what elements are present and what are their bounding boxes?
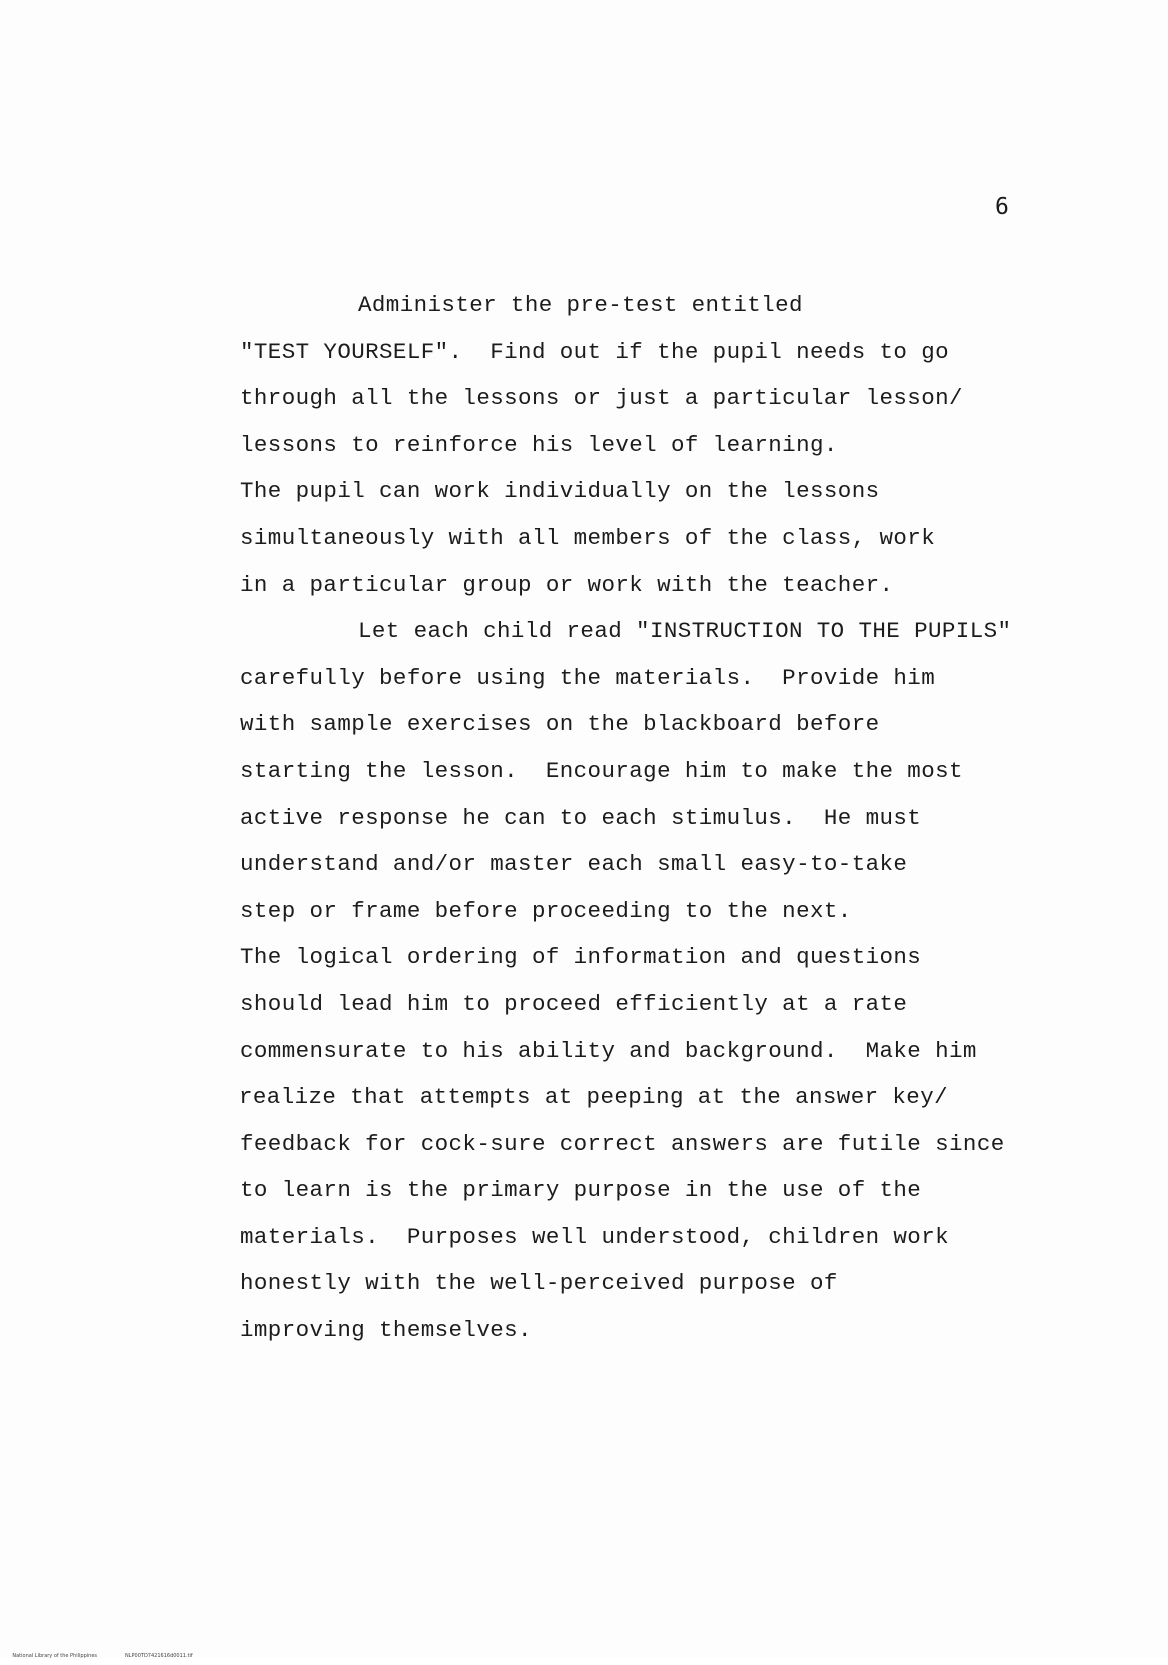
text-line: improving themselves.: [240, 1317, 532, 1344]
text-line: realize that attempts at peeping at the answer key/: [239, 1084, 949, 1111]
text-line: lessons to reinforce his level of learning.: [240, 431, 838, 458]
text-line: Let each child read "INSTRUCTION TO THE PUPILS": [358, 618, 1012, 645]
text-line: carefully before using the materials. Provide him: [240, 664, 936, 691]
text-line: to learn is the primary purpose in the use of the: [240, 1177, 922, 1204]
body-text: [240, 282, 1060, 1354]
scan-footer: [6, 1647, 221, 1665]
page-number: 6: [995, 194, 1009, 220]
text-line: through all the lessons or just a particular lesson/: [240, 385, 963, 412]
text-line: The logical ordering of information and questions: [240, 944, 922, 971]
text-line: feedback for cock-sure correct answers are futile since: [240, 1130, 1005, 1157]
footer-library: National Library of the Philippines: [12, 1653, 97, 1659]
text-line: "TEST YOURSELF". Find out if the pupil needs to go: [240, 338, 950, 365]
text-line: with sample exercises on the blackboard before: [240, 711, 880, 738]
text-line: Administer the pre-test entitled: [358, 292, 803, 318]
text-line: should lead him to proceed efficiently at a rate: [240, 990, 908, 1017]
text-line: step or frame before proceeding to the next.: [240, 897, 852, 924]
text-line: honestly with the well-perceived purpose of: [240, 1270, 838, 1297]
text-line: understand and/or master each small easy-to-take: [240, 851, 908, 878]
text-line: simultaneously with all members of the class, work: [240, 524, 936, 551]
text-line: in a particular group or work with the teacher.: [240, 571, 894, 598]
text-line: active response he can to each stimulus. He must: [240, 804, 922, 831]
text-line: The pupil can work individually on the lessons: [240, 478, 880, 505]
text-line: starting the lesson. Encourage him to make the most: [240, 757, 963, 784]
text-line: materials. Purposes well understood, children work: [240, 1223, 950, 1250]
footer-file-code: NLP00TD7421616d0011.tif: [125, 1653, 193, 1659]
text-line: commensurate to his ability and background. Make him: [240, 1037, 977, 1064]
